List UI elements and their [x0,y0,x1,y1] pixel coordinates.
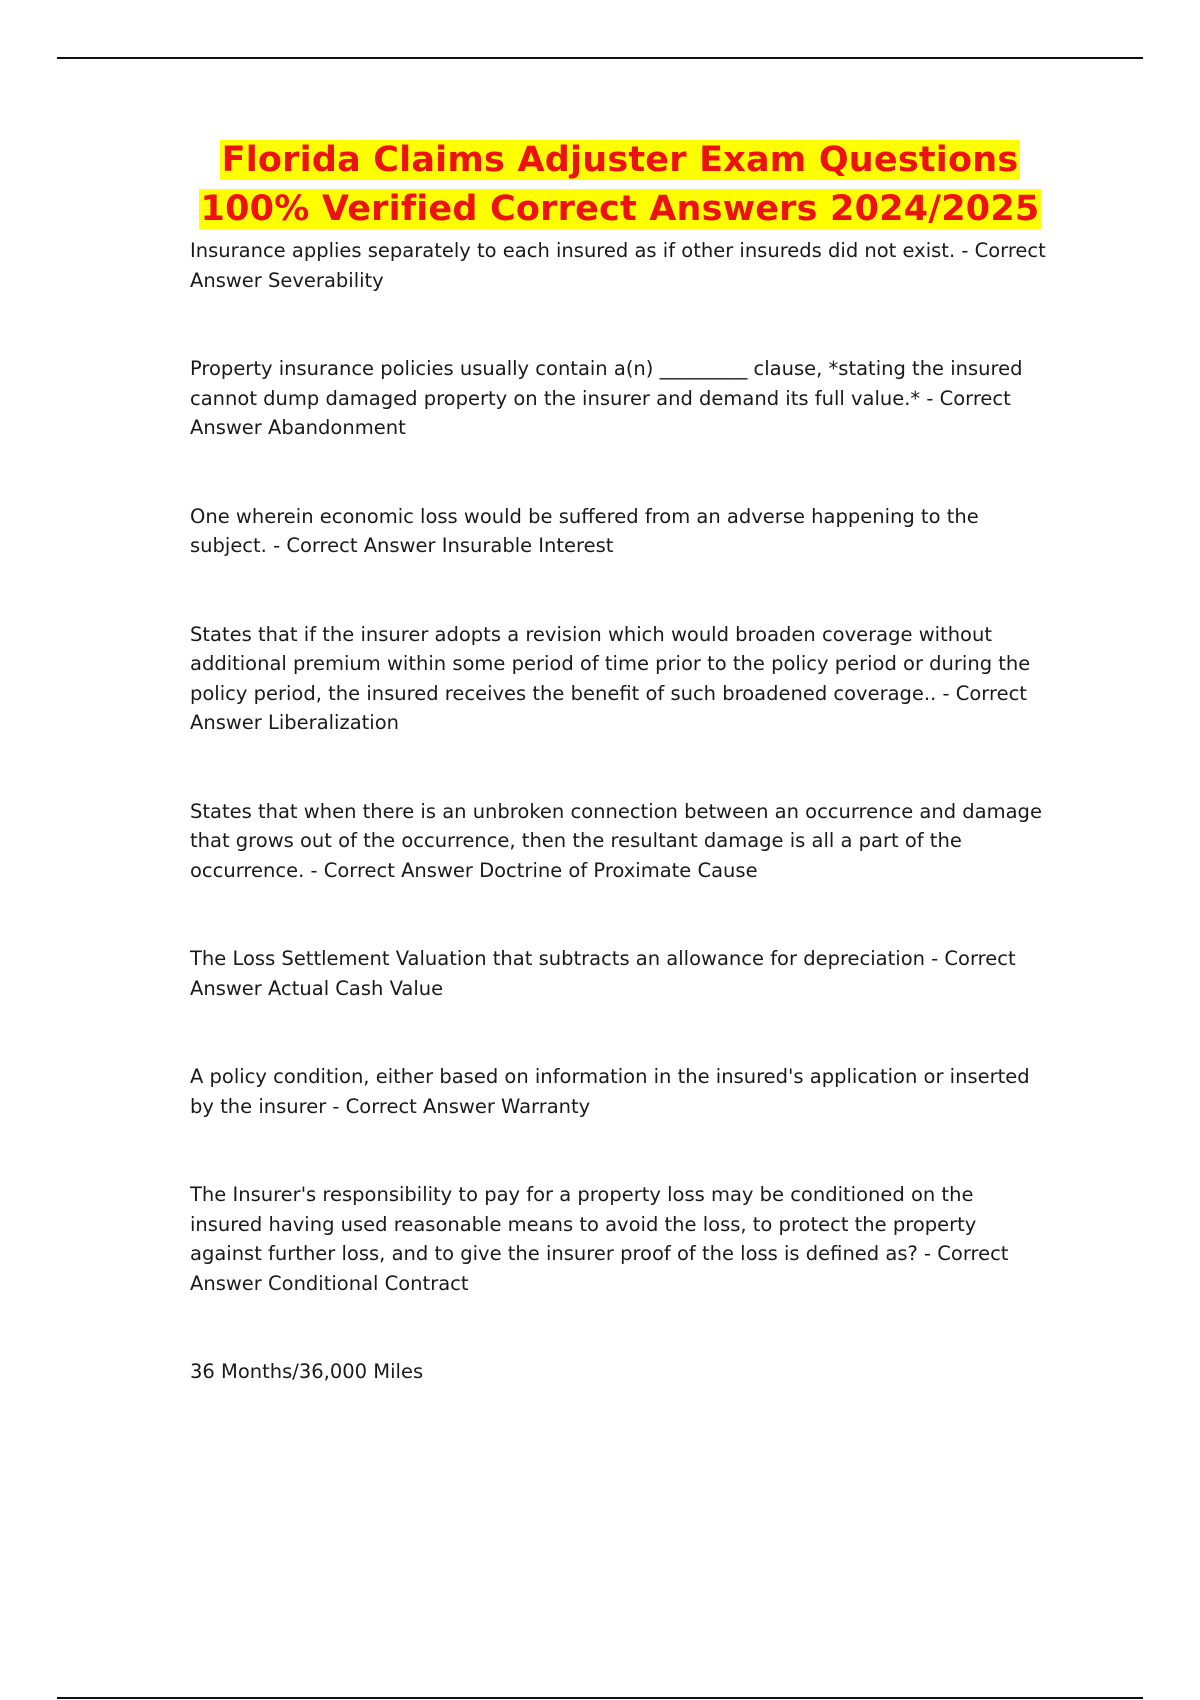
answer-text: Correct Answer Actual Cash Value [190,947,1016,1000]
answer-text: Correct Answer Liberalization [190,681,1027,734]
qa-item [190,620,1050,738]
document-title [190,136,1050,234]
qa-list [190,236,1050,1387]
answer-text: Correct Answer Abandonment [190,386,1011,439]
answer-text: Correct Answer Conditional Contract [190,1242,1009,1295]
qa-item [190,354,1050,443]
question-text: A policy condition, either based on information in the insured's application or inserted by the insurer - [190,1065,1030,1118]
qa-item [190,1062,1050,1121]
qa-item [190,1180,1050,1298]
qa-item [190,1357,1050,1387]
question-text: Insurance applies separately to each insured as if other insureds did not exist. - [190,239,969,262]
question-text: The Insurer's responsibility to pay for a property loss may be conditioned on the insured having used reasonable means to avoid the loss, to protect the property against further loss, and to give the insurer proof of the loss is defined as? - [190,1183,977,1265]
question-text: States that if the insurer adopts a revision which would broaden coverage without additional premium within some period of time prior to the policy period or during the policy period, the insured receives the benefit of such broadened coverage.. - [190,622,1031,705]
answer-text: Correct Answer Warranty [345,1094,591,1118]
answer-text: Correct Answer Insurable Interest [286,534,614,557]
question-text: 36 Months/36,000 Miles [190,1360,424,1383]
qa-item [190,236,1050,295]
question-text: States that when there is an unbroken connection between an occurrence and damage that grows out of the occurrence, then the resultant damage is all a part of the occurrence. - [190,799,1042,882]
qa-item [190,944,1050,1003]
question-text: One wherein economic loss would be suffered from an adverse happening to the subject. - [190,504,979,557]
question-text: The Loss Settlement Valuation that subtracts an allowance for depreciation - [190,947,939,970]
document-title-text: Florida Claims Adjuster Exam Questions 100% Verified Correct Answers 2024/2025 [200,140,1040,229]
qa-item [190,502,1050,561]
bottom-rule [57,1697,1143,1699]
question-text: Property insurance policies usually contain a(n) _________ clause, *stating the insured cannot dump damaged property on the insurer and demand its full value.* - [190,357,1023,410]
answer-text: Correct Answer Severability [190,239,1046,292]
answer-text: Correct Answer Doctrine of Proximate Cause [323,858,758,882]
document-body [190,136,1050,1387]
top-rule [57,57,1143,59]
qa-item [190,797,1050,886]
